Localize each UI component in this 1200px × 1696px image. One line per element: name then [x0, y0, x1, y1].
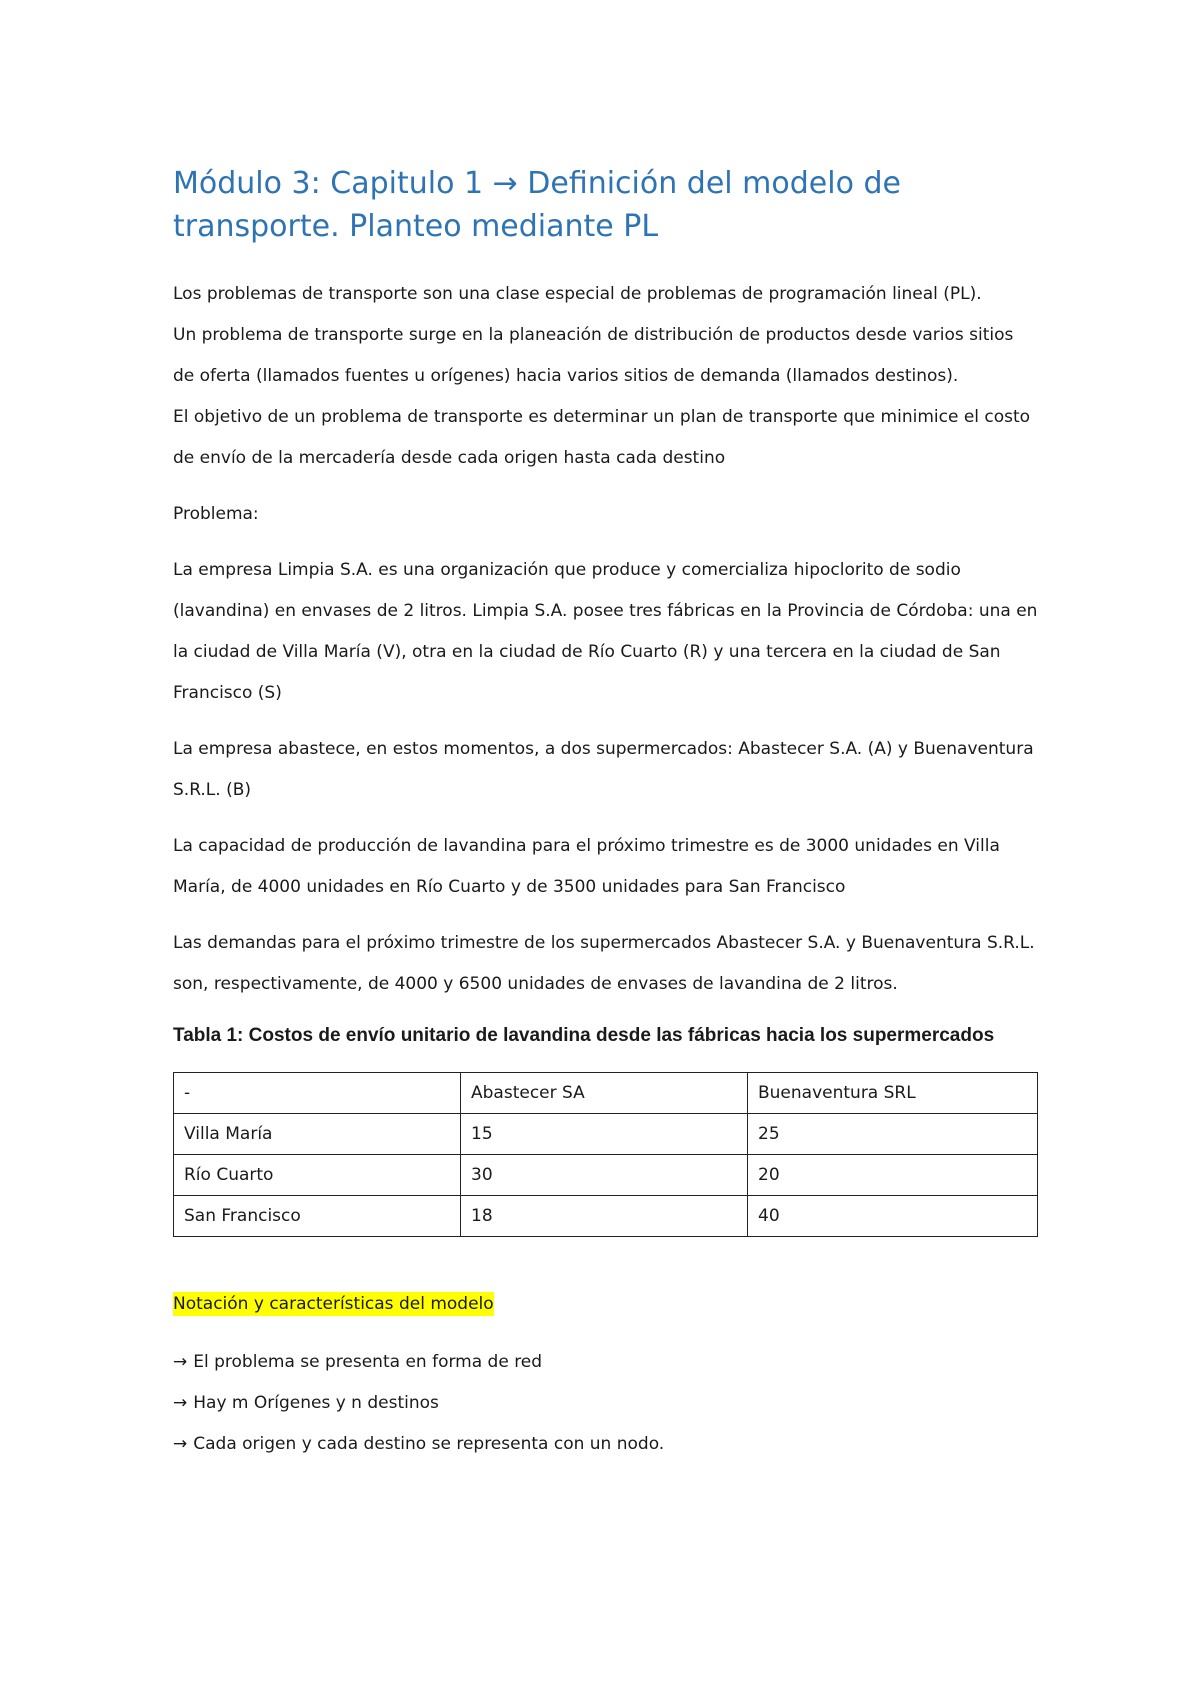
arrow-right-icon: →: [173, 1434, 188, 1454]
table-header-cell: -: [174, 1073, 461, 1114]
notation-heading: Notación y características del modelo: [173, 1294, 494, 1314]
problem-paragraph-2: La empresa abastece, en estos momentos, a dos supermercados: Abastecer S.A. (A) y Buenaventura S.R.L. (B): [173, 739, 1034, 800]
arrow-right-icon: →: [173, 1352, 188, 1372]
table-header-row: [174, 1073, 1038, 1114]
arrow-right-icon: →: [173, 1393, 188, 1413]
table-cell: San Francisco: [174, 1196, 461, 1237]
table-row: [174, 1155, 1038, 1196]
list-item: [173, 1383, 1038, 1424]
table-header-cell: Buenaventura SRL: [748, 1073, 1038, 1114]
intro-paragraph-3: El objetivo de un problema de transporte es determinar un plan de transporte que minimice el costo de envío de la mercadería desde cada origen hasta cada destino: [173, 407, 1031, 468]
table-cell: 25: [748, 1114, 1038, 1155]
table-cell: 15: [461, 1114, 748, 1155]
list-item-text: Hay m Orígenes y n destinos: [193, 1393, 439, 1413]
table-cell: 20: [748, 1155, 1038, 1196]
problem-heading: Problema:: [173, 504, 259, 524]
table-cell: 30: [461, 1155, 748, 1196]
table-cell: Río Cuarto: [174, 1155, 461, 1196]
table-header-cell: Abastecer SA: [461, 1073, 748, 1114]
document-page: [173, 162, 1038, 1465]
table-row: [174, 1114, 1038, 1155]
page-title: Módulo 3: Capitulo 1 → Definición del modelo de transporte. Planteo mediante PL: [173, 166, 901, 244]
table-cell: 40: [748, 1196, 1038, 1237]
table-caption: Tabla 1: Costos de envío unitario de lavandina desde las fábricas hacia los supermercados: [173, 1025, 995, 1046]
table-cell: Villa María: [174, 1114, 461, 1155]
intro-paragraph-2: Un problema de transporte surge en la planeación de distribución de productos desde varios sitios de oferta (llamados fuentes u orígenes) hacia varios sitios de demanda (llamados destinos).: [173, 325, 1014, 386]
table-row: [174, 1196, 1038, 1237]
intro-paragraph-1: Los problemas de transporte son una clase especial de problemas de programación lineal (PL).: [173, 284, 982, 304]
table-cell: 18: [461, 1196, 748, 1237]
problem-paragraph-3: La capacidad de producción de lavandina para el próximo trimestre es de 3000 unidades en Villa María, de 4000 unidades en Río Cuarto y de 3500 unidades para San Francisco: [173, 836, 1000, 897]
problem-paragraph-4: Las demandas para el próximo trimestre de los supermercados Abastecer S.A. y Buenaventura S.R.L. son, respectivamente, de 4000 y 6500 unidades de envases de lavandina de 2 litros.: [173, 933, 1035, 994]
list-item-text: El problema se presenta en forma de red: [193, 1352, 543, 1372]
list-item: [173, 1342, 1038, 1383]
list-item: [173, 1424, 1038, 1465]
list-item-text: Cada origen y cada destino se representa con un nodo.: [193, 1434, 665, 1454]
shipping-cost-table: [173, 1072, 1038, 1237]
problem-paragraph-1: La empresa Limpia S.A. es una organización que produce y comercializa hipoclorito de sodio (lavandina) en envases de 2 litros. Limpia S.A. posee tres fábricas en la Provincia de Córdoba: una en la ciudad de Villa María (V), otra en la ciudad de Río Cuarto (R) y una tercera en la ciudad de San Francisco (S): [173, 560, 1038, 703]
